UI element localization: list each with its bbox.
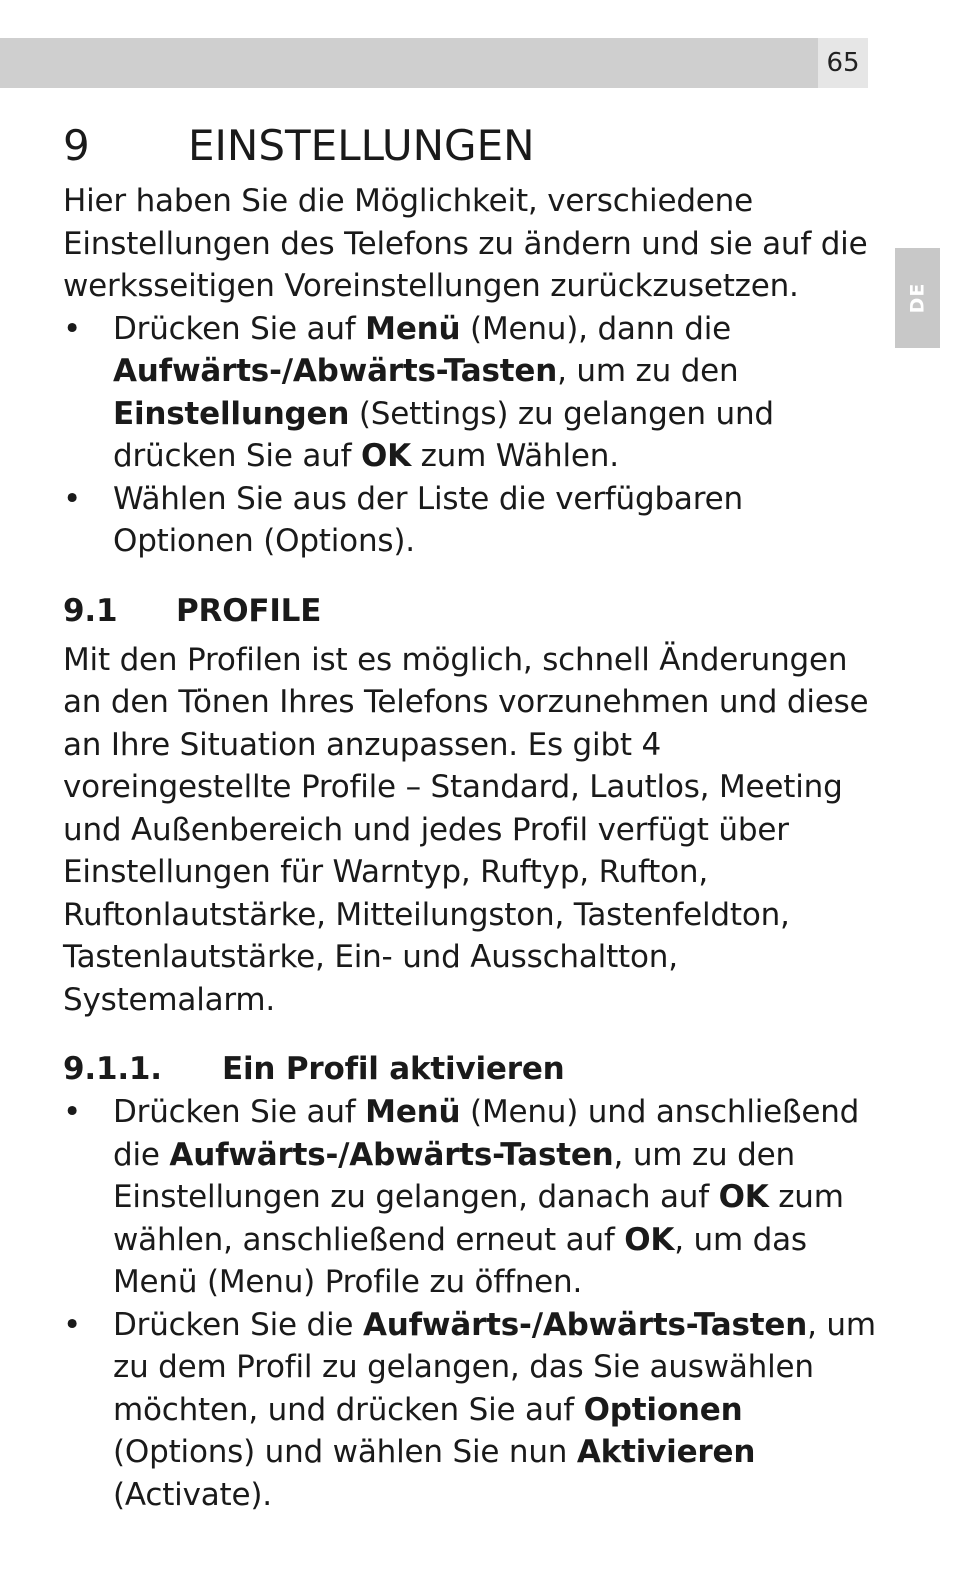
- list-item: [63, 308, 883, 478]
- page-content: [63, 118, 883, 1516]
- bold-term: Einstellungen: [113, 395, 350, 432]
- list-item: [63, 478, 883, 563]
- bullet-icon: •: [63, 1094, 82, 1130]
- subsection-body: Mit den Profilen ist es möglich, schnell Änderungen an den Tönen Ihres Telefons vorzunehmen und diese an Ihre Situation anzupassen. Es gibt 4 voreingestellte Profile – Standard, Lautlos, Meeting und Außenbereich und jedes Profil verfügt über Einstellungen für Warntyp, Ruftyp, Rufton, Ruftonlautstärke, Mitteilungston, Tastenfeldton, Tastenlautstärke, Ein- und Ausschaltton, Systemalarm.: [63, 641, 869, 1018]
- text-run: (Settings) zu gelangen und drücken Sie auf: [113, 395, 774, 474]
- bold-term: Aufwärts-/Abwärts-Tasten: [362, 1306, 808, 1343]
- bold-term: Aktivieren: [576, 1434, 756, 1470]
- section-bullet-list: [63, 308, 883, 563]
- subsection-title: PROFILE: [176, 592, 322, 629]
- list-item: [63, 1091, 883, 1304]
- text-run: (Activate).: [113, 1476, 272, 1513]
- bold-term: OK: [718, 1179, 769, 1215]
- list-item: [63, 1304, 883, 1517]
- text-run: Drücken Sie auf: [113, 1094, 366, 1130]
- text-run: , um zu dem Profil zu gelangen, das Sie auswählen möchten, und drücken Sie auf: [113, 1306, 876, 1428]
- subsubsection-heading: [63, 1047, 883, 1091]
- subsection-number: 9.1: [63, 592, 118, 629]
- text-run: (Options) und wählen Sie nun: [113, 1434, 577, 1470]
- text-run: zum wählen, anschließend erneut auf: [113, 1179, 844, 1258]
- bold-term: Aufwärts-/Abwärts-Tasten: [113, 353, 558, 389]
- page-number: 65: [818, 38, 868, 88]
- text-run: , um zu den: [557, 353, 739, 389]
- bold-term: Aufwärts-/Abwärts-Tasten: [169, 1136, 614, 1173]
- section-intro: Hier haben Sie die Möglichkeit, verschiedene Einstellungen des Telefons zu ändern und sie auf die werksseitigen Voreinstellungen zurückzusetzen.: [63, 183, 868, 304]
- bold-term: OK: [360, 438, 411, 474]
- header-bar: [0, 38, 818, 88]
- text-run: zum Wählen.: [410, 438, 619, 474]
- text-run: Wählen Sie aus der Liste die verfügbaren Optionen (Options).: [113, 480, 743, 559]
- language-tab-label: DE: [906, 282, 929, 314]
- language-tab: [895, 248, 940, 348]
- text-run: , um zu den Einstellungen zu gelangen, danach auf: [113, 1136, 795, 1215]
- subsubsection-title: Ein Profil aktivieren: [222, 1051, 565, 1087]
- section-title: EINSTELLUNGEN: [188, 121, 535, 170]
- bullet-icon: •: [63, 310, 82, 347]
- subsubsection-number: 9.1.1.: [63, 1051, 162, 1087]
- section-heading: [63, 118, 883, 174]
- bold-term: OK: [624, 1221, 675, 1258]
- bullet-icon: •: [63, 1306, 82, 1343]
- subsubsection-bullet-list: [63, 1091, 883, 1516]
- text-run: (Menu) und anschließend die: [113, 1094, 860, 1173]
- bold-term: Menü: [365, 1094, 461, 1130]
- text-run: (Menu), dann die: [460, 310, 732, 347]
- bullet-icon: •: [63, 480, 82, 517]
- subsection-heading: [63, 589, 883, 633]
- bold-term: Menü: [365, 310, 461, 347]
- text-run: , um das Menü (Menu) Profile zu öffnen.: [113, 1221, 807, 1300]
- text-run: Drücken Sie auf: [113, 310, 366, 347]
- text-run: Drücken Sie die: [113, 1306, 363, 1343]
- bold-term: Optionen: [583, 1391, 743, 1428]
- section-number: 9: [63, 121, 90, 170]
